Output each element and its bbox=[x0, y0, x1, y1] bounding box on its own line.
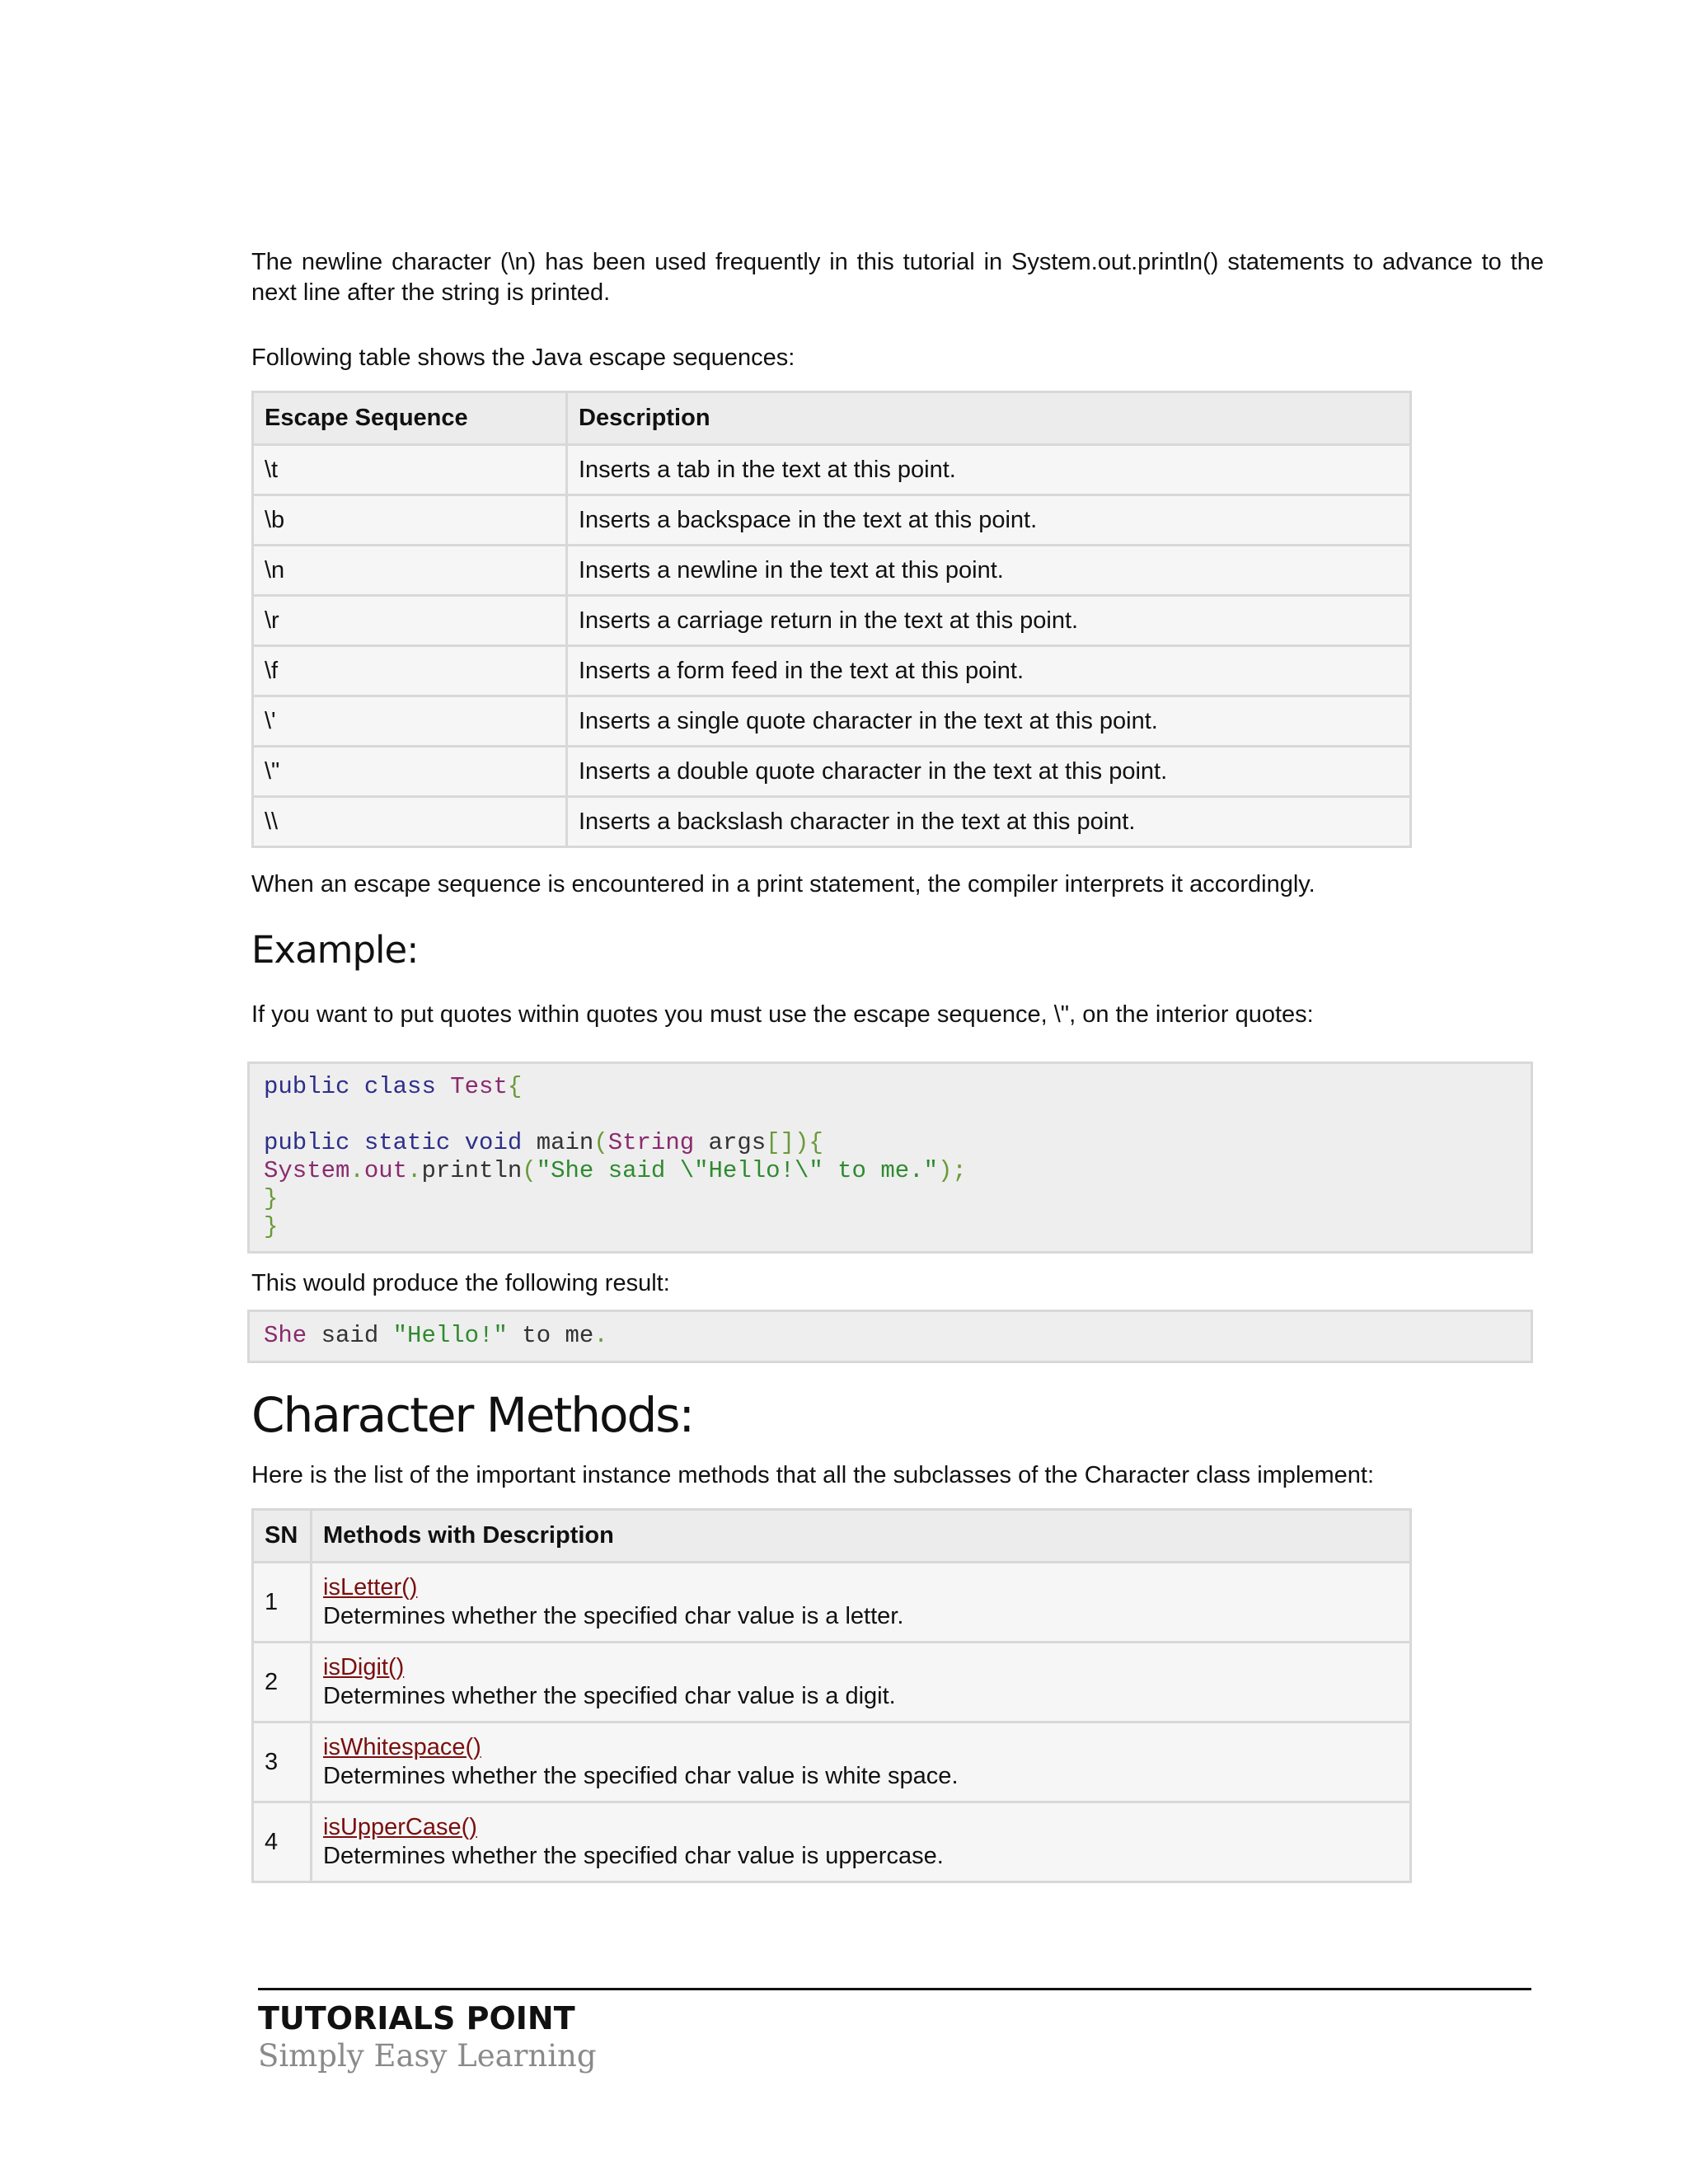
description-cell: Inserts a double quote character in the text at this point. bbox=[567, 747, 1411, 797]
table-row bbox=[253, 596, 1411, 646]
table-row bbox=[253, 546, 1411, 596]
table-row bbox=[253, 495, 1411, 546]
intro-paragraph: The newline character (\n) has been used frequently in this tutorial in System.out.println() statements to advance to the next line after the string is printed. bbox=[251, 249, 1544, 306]
method-description: Determines whether the specified char value is a digit. bbox=[323, 1683, 896, 1709]
footer-brand: TUTORIALS POINT bbox=[258, 2000, 575, 2036]
example-intro-paragraph: If you want to put quotes within quotes you must use the escape sequence, \", on the interior quotes: bbox=[251, 1001, 1314, 1028]
column-header-methods: Methods with Description bbox=[312, 1510, 1411, 1563]
escape-sequence-cell: \' bbox=[253, 696, 567, 747]
escape-sequence-table bbox=[251, 391, 1412, 848]
sn-cell: 3 bbox=[253, 1722, 312, 1802]
escape-sequence-cell: \n bbox=[253, 546, 567, 596]
table-row bbox=[253, 1722, 1411, 1802]
method-description: Determines whether the specified char value is a letter. bbox=[323, 1603, 904, 1629]
method-link[interactable]: isLetter() bbox=[323, 1574, 418, 1601]
table-row bbox=[253, 1643, 1411, 1722]
table-row bbox=[253, 797, 1411, 847]
escape-sequence-cell: \\ bbox=[253, 797, 567, 847]
table-header-row bbox=[253, 1510, 1411, 1563]
sn-cell: 1 bbox=[253, 1563, 312, 1643]
code-line: public class Test{ bbox=[264, 1073, 523, 1100]
method-link[interactable]: isWhitespace() bbox=[323, 1734, 481, 1760]
example-heading: Example: bbox=[251, 928, 419, 972]
escape-sequence-cell: \t bbox=[253, 445, 567, 495]
code-line: public static void main(String args[]){ bbox=[264, 1129, 823, 1156]
footer-tagline: Simply Easy Learning bbox=[258, 2038, 597, 2074]
code-line: } bbox=[264, 1185, 279, 1212]
description-cell: Inserts a newline in the text at this point. bbox=[567, 546, 1411, 596]
methods-table bbox=[251, 1508, 1412, 1883]
escape-sequence-cell: \b bbox=[253, 495, 567, 546]
table-row bbox=[253, 696, 1411, 747]
table-row bbox=[253, 747, 1411, 797]
code-line: System.out.println("She said \"Hello!\" to me."); bbox=[264, 1157, 967, 1184]
result-intro-paragraph: This would produce the following result: bbox=[251, 1270, 670, 1296]
escape-sequence-cell: \" bbox=[253, 747, 567, 797]
document-page bbox=[251, 247, 1544, 1883]
code-block[interactable] bbox=[247, 1062, 1533, 1254]
page-footer bbox=[258, 1988, 1531, 2074]
method-link[interactable]: isUpperCase() bbox=[323, 1814, 477, 1840]
sn-cell: 2 bbox=[253, 1643, 312, 1722]
table-row bbox=[253, 445, 1411, 495]
description-cell: Inserts a carriage return in the text at this point. bbox=[567, 596, 1411, 646]
character-methods-intro: Here is the list of the important instance methods that all the subclasses of the Character class implement: bbox=[251, 1462, 1375, 1488]
column-header-description: Description bbox=[567, 392, 1411, 445]
table-header-row bbox=[253, 392, 1411, 445]
method-description: Determines whether the specified char value is white space. bbox=[323, 1763, 959, 1789]
escape-note-paragraph: When an escape sequence is encountered in a print statement, the compiler interprets it accordingly. bbox=[251, 871, 1315, 898]
table-intro-paragraph: Following table shows the Java escape sequences: bbox=[251, 344, 795, 371]
description-cell: Inserts a backslash character in the text at this point. bbox=[567, 797, 1411, 847]
table-row bbox=[253, 1802, 1411, 1882]
output-block[interactable] bbox=[247, 1310, 1533, 1363]
column-header-escape-sequence: Escape Sequence bbox=[253, 392, 567, 445]
method-description: Determines whether the specified char value is uppercase. bbox=[323, 1843, 944, 1869]
method-cell bbox=[312, 1722, 1411, 1802]
output-line: She said "Hello!" to me. bbox=[264, 1322, 608, 1349]
escape-sequence-cell: \r bbox=[253, 596, 567, 646]
description-cell: Inserts a tab in the text at this point. bbox=[567, 445, 1411, 495]
description-cell: Inserts a single quote character in the text at this point. bbox=[567, 696, 1411, 747]
character-methods-heading: Character Methods: bbox=[251, 1387, 694, 1443]
escape-sequence-cell: \f bbox=[253, 646, 567, 696]
description-cell: Inserts a form feed in the text at this point. bbox=[567, 646, 1411, 696]
method-cell bbox=[312, 1563, 1411, 1643]
description-cell: Inserts a backspace in the text at this point. bbox=[567, 495, 1411, 546]
method-cell bbox=[312, 1802, 1411, 1882]
method-link[interactable]: isDigit() bbox=[323, 1654, 405, 1680]
table-row bbox=[253, 646, 1411, 696]
table-row bbox=[253, 1563, 1411, 1643]
footer-divider bbox=[258, 1988, 1531, 1990]
sn-cell: 4 bbox=[253, 1802, 312, 1882]
code-line: } bbox=[264, 1213, 279, 1240]
column-header-sn: SN bbox=[253, 1510, 312, 1563]
method-cell bbox=[312, 1643, 1411, 1722]
